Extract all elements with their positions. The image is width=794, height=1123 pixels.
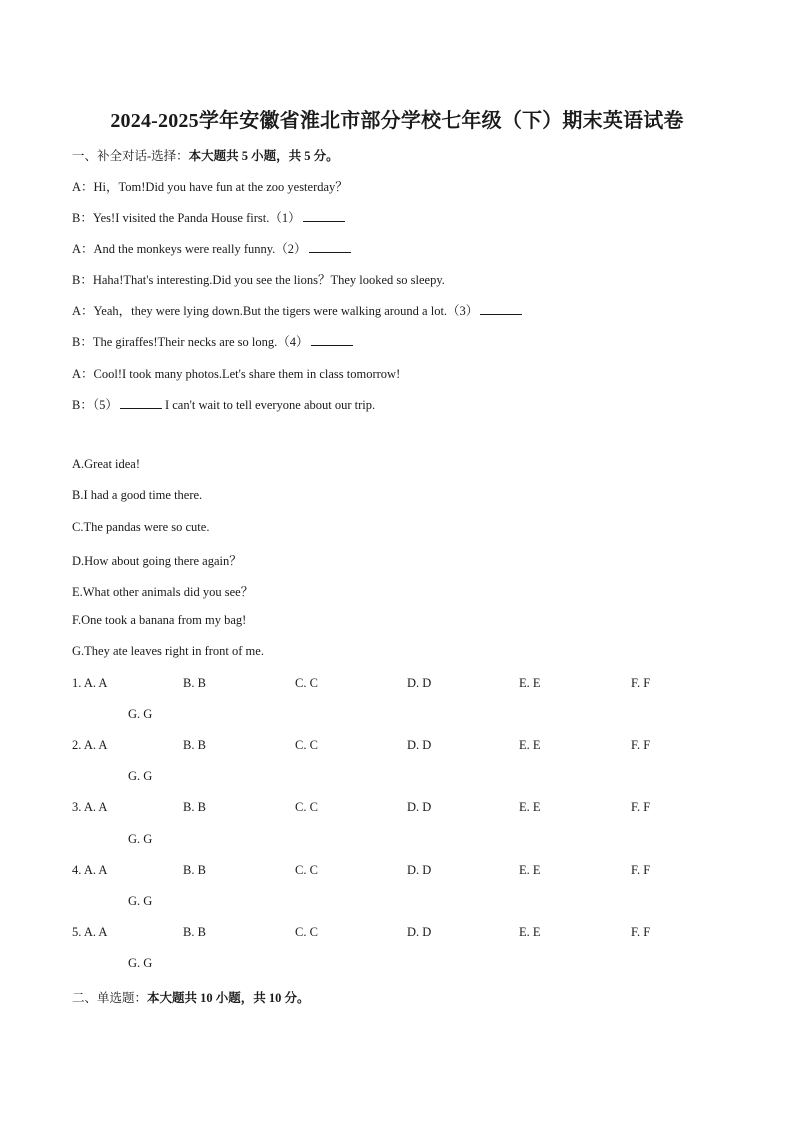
section-2-heading: [72, 988, 310, 1006]
option-label: A. A: [83, 925, 108, 939]
dialogue-text: B：Yes!I visited the Panda House first.（1）: [72, 211, 301, 225]
answer-option[interactable]: E. E: [519, 738, 541, 752]
answer-option[interactable]: C. C: [295, 676, 318, 690]
dialogue-line: [72, 177, 348, 195]
answer-option[interactable]: C. C: [295, 738, 318, 752]
answer-options-row: [72, 863, 712, 879]
answer-option[interactable]: [72, 800, 107, 815]
answer-option[interactable]: B. B: [183, 676, 206, 690]
dialogue-line: [72, 208, 345, 226]
answer-option[interactable]: [72, 738, 107, 753]
dialogue-line: [72, 364, 400, 382]
section-1-heading: [72, 146, 339, 164]
answer-option[interactable]: D. D: [407, 738, 432, 752]
answer-option[interactable]: [72, 676, 107, 691]
answer-option[interactable]: B. B: [183, 863, 206, 877]
answer-options-row: [72, 707, 712, 723]
answer-blank-4[interactable]: [311, 335, 353, 346]
answer-options-row: [72, 832, 712, 848]
answer-option[interactable]: F. F: [631, 863, 651, 877]
choice-item: G.They ate leaves right in front of me.: [72, 644, 264, 658]
question-number: 5.: [72, 925, 82, 939]
answer-option[interactable]: G. G: [128, 832, 153, 846]
answer-option[interactable]: C. C: [295, 863, 318, 877]
dialogue-line: [72, 301, 522, 319]
answer-option[interactable]: [72, 925, 107, 940]
option-label: A. A: [83, 738, 108, 752]
answer-option[interactable]: F. F: [631, 800, 651, 814]
dialogue-line: [72, 395, 375, 413]
section-2-heading-prefix: 二、单选题：: [72, 991, 148, 1005]
dialogue-text: B：Haha!That's interesting.Did you see the lions？They looked so sleepy.: [72, 273, 445, 287]
answer-option[interactable]: C. C: [295, 800, 318, 814]
answer-option[interactable]: F. F: [631, 738, 651, 752]
dialogue-text-after: I can't wait to tell everyone about our trip.: [161, 398, 376, 412]
answer-options-row: [72, 738, 712, 754]
dialogue-text: B：The giraffes!Their necks are so long.（4）: [72, 335, 309, 349]
answer-options-row: [72, 894, 712, 910]
answer-option[interactable]: B. B: [183, 925, 206, 939]
answer-options-row: [72, 925, 712, 941]
answer-blank-1[interactable]: [303, 211, 345, 222]
dialogue-text: A：Hi，Tom!Did you have fun at the zoo yesterday？: [72, 180, 348, 194]
question-number: 3.: [72, 800, 82, 814]
answer-option[interactable]: F. F: [631, 925, 651, 939]
choice-item: A.Great idea!: [72, 457, 141, 471]
question-number: 4.: [72, 863, 82, 877]
dialogue-line: [72, 270, 445, 288]
dialogue-text: A：And the monkeys were really funny.（2）: [72, 242, 307, 256]
section-1-heading-prefix: 一、补全对话-选择：: [72, 149, 189, 163]
answer-option[interactable]: G. G: [128, 769, 153, 783]
answer-blank-2[interactable]: [309, 242, 351, 253]
answer-option[interactable]: G. G: [128, 894, 153, 908]
choice-item: E.What other animals did you see？: [72, 585, 254, 599]
answer-option[interactable]: G. G: [128, 956, 153, 970]
dialogue-line: [72, 332, 353, 350]
question-number: 1.: [72, 676, 82, 690]
dialogue-line: [72, 239, 351, 257]
answer-option[interactable]: B. B: [183, 738, 206, 752]
option-label: A. A: [83, 800, 108, 814]
answer-option[interactable]: [72, 863, 107, 878]
dialogue-text: A：Yeah，they were lying down.But the tigers were walking around a lot.（3）: [72, 304, 479, 318]
answer-option[interactable]: D. D: [407, 800, 432, 814]
dialogue-text: A：Cool!I took many photos.Let's share them in class tomorrow!: [72, 367, 401, 381]
section-1-heading-info: 本大题共 5 小题，共 5 分。: [188, 149, 339, 163]
answer-option[interactable]: E. E: [519, 676, 541, 690]
section-2-heading-info: 本大题共 10 小题，共 10 分。: [147, 991, 310, 1005]
choice-item: D.How about going there again？: [72, 554, 242, 568]
answer-option[interactable]: D. D: [407, 676, 432, 690]
answer-option[interactable]: G. G: [128, 707, 153, 721]
page-title: 2024-2025学年安徽省淮北市部分学校七年级（下）期末英语试卷: [110, 110, 684, 132]
answer-blank-3[interactable]: [480, 304, 522, 315]
answer-option[interactable]: F. F: [631, 676, 651, 690]
option-label: A. A: [83, 676, 108, 690]
choice-item: C.The pandas were so cute.: [72, 520, 210, 534]
answer-option[interactable]: D. D: [407, 863, 432, 877]
dialogue-text: B：（5）: [72, 398, 118, 412]
answer-options-row: [72, 800, 712, 816]
option-label: A. A: [83, 863, 108, 877]
answer-options-row: [72, 676, 712, 692]
answer-options-row: [72, 769, 712, 785]
answer-option[interactable]: C. C: [295, 925, 318, 939]
answer-options-row: [72, 956, 712, 972]
question-number: 2.: [72, 738, 82, 752]
answer-option[interactable]: D. D: [407, 925, 432, 939]
answer-option[interactable]: E. E: [519, 863, 541, 877]
answer-option[interactable]: B. B: [183, 800, 206, 814]
choice-item: F.One took a banana from my bag!: [72, 613, 247, 627]
answer-blank-5[interactable]: [120, 398, 162, 409]
answer-option[interactable]: E. E: [519, 800, 541, 814]
answer-option[interactable]: E. E: [519, 925, 541, 939]
choice-item: B.I had a good time there.: [72, 488, 203, 502]
